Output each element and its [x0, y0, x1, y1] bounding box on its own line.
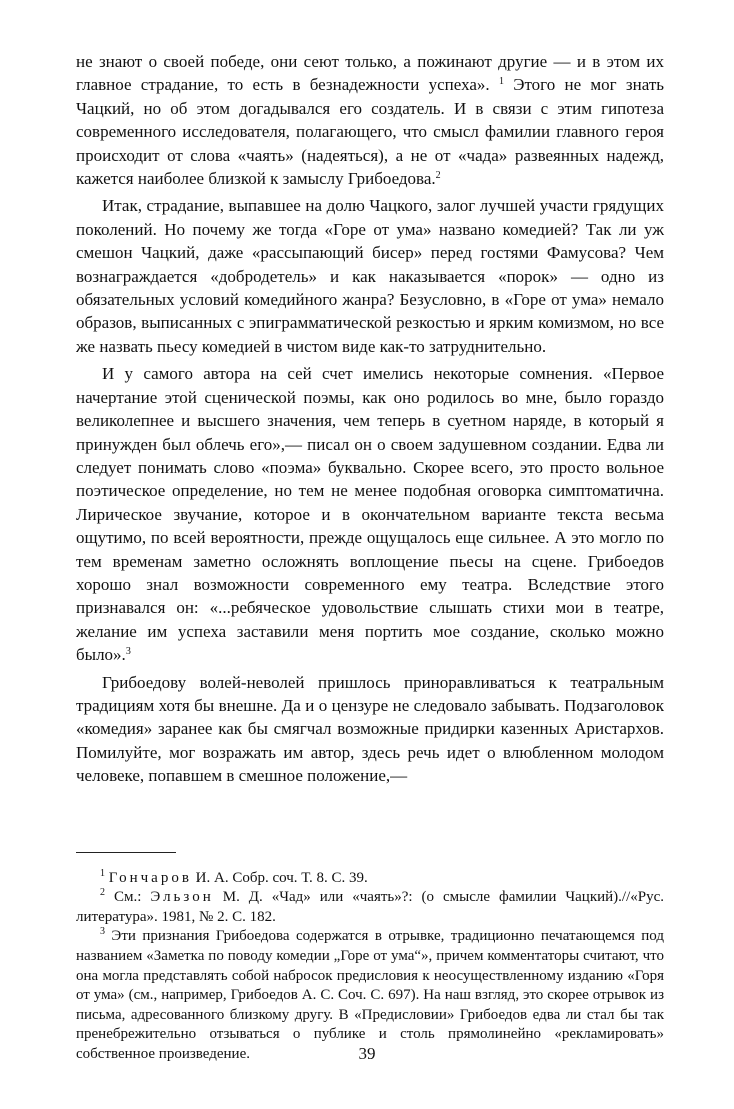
footnote-1-text: И. А. Собр. соч. Т. 8. С. 39.: [195, 869, 368, 886]
page: [76, 50, 664, 1065]
footnote-ref-3: 3: [125, 646, 131, 658]
paragraph-1-text-cont: Этого не мог знать Чацкий, но об этом догадывался его создатель. И в связи с этим гипотеза современного исследователя, полагающего, что смысл фамилии главного героя происходит от слова «чаять» (надеяться), а не от «чада» развеянных надежд, кажется наиболее близкой к замыслу Грибоедова.: [76, 75, 665, 189]
paragraph-3-text: И у самого автора на сей счет имелись некоторые сомнения. «Первое начертание этой сценической поэмы, как оно родилось во мне, было гораздо великолепнее и высшего значения, чем теперь в суетном наряде, в который я принужден был облечь его»,— писал он о своем задушевном создании. Едва ли следует понимать слово «поэма» буквально. Скорее всего, это просто вольное поэтическое определение, но тем не менее подобная оговорка симптоматична. Лирическое звучание, которое и в окончательном варианте текста весьма ощутимо, по всей вероятности, прежде ощущалось еще сильнее. А это могло по тем временам заметно осложнять воплощение пьесы на сцене. Грибоедов хорошо знал возможности современного ему театра. Вследствие этого признавался он: «...ребяческое удовольствие слышать стихи мои в театре, желание им успеха заставили меня портить мое создание, сколько можно было».: [76, 364, 664, 665]
paragraph-3: [76, 362, 664, 666]
body-text: [76, 50, 664, 788]
page-number: 39: [358, 1044, 376, 1063]
footnote-1-mark: 1: [100, 867, 105, 879]
footnote-2-author: Эльзон: [150, 889, 214, 906]
paragraph-1: [76, 50, 664, 190]
footnote-3-mark: 3: [100, 926, 105, 938]
footnotes: [76, 869, 664, 1065]
footnote-2-text: М. Д. «Чад» или «чаять»?: (о смысле фамилии Чацкий).//«Рус. литература». 1981, № 2. С. 182.: [76, 889, 664, 925]
footnote-2: [76, 888, 664, 927]
footnote-ref-1: 1: [498, 76, 504, 88]
paragraph-1-text: не знают о своей победе, они сеют только, а пожинают другие — и в этом их главное страдание, то есть в безнадежности успеха».: [76, 52, 664, 95]
footnote-1-author: Гончаров: [108, 869, 192, 886]
footnote-ref-2: 2: [435, 170, 441, 182]
footnote-1: [76, 869, 664, 889]
paragraph-4: Грибоедову волей-неволей пришлось приноравливаться к театральным традициям хотя бы внешне. Да и о цензуре не следовало забывать. Подзаголовок «комедия» заранее как бы смягчал возможные придирки казенных Аристархов. Помилуйте, мог возражать им автор, здесь речь идет о влюбленном молодом человеке, попавшем в смешное положение,—: [76, 672, 664, 786]
footnote-3-text: Эти признания Грибоедова содержатся в отрывке, традиционно печатающемся под названием «Заметка по поводу комедии „Горе от ума“», причем комментаторы считают, что она могла представлять собой набросок предисловия к неосуществленному изданию «Горя от ума» (см., например, Грибоедов А. С. Соч. С. 697). На наш взгляд, это скорее отрывок из письма, адресованного близкому другу. В «Предисловии» Грибоедов едва ли стал бы так пренебрежительно отзываться о публике и столь прямолинейно «рекламировать» собственное произведение.: [76, 928, 665, 1062]
footnote-divider: [76, 852, 176, 853]
footnote-2-mark: 2: [100, 887, 105, 899]
paragraph-2: Итак, страдание, выпавшее на долю Чацкого, залог лучшей участи грядущих поколений. Но почему же тогда «Горе от ума» названо комедией? Так ли уж смешон Чацкий, даже «рассыпающий бисер» перед гостями Фамусова? Чем вознаграждается «добродетель» и как наказывается «порок» — одно из обязательных условий комедийного жанра? Безусловно, в «Горе от ума» немало образов, выписанных с эпиграмматической резкостью и ярким комизмом, но все же назвать пьесу комедией в чистом виде как-то затруднительно.: [76, 196, 664, 356]
footnote-2-prefix: См.:: [113, 889, 142, 906]
